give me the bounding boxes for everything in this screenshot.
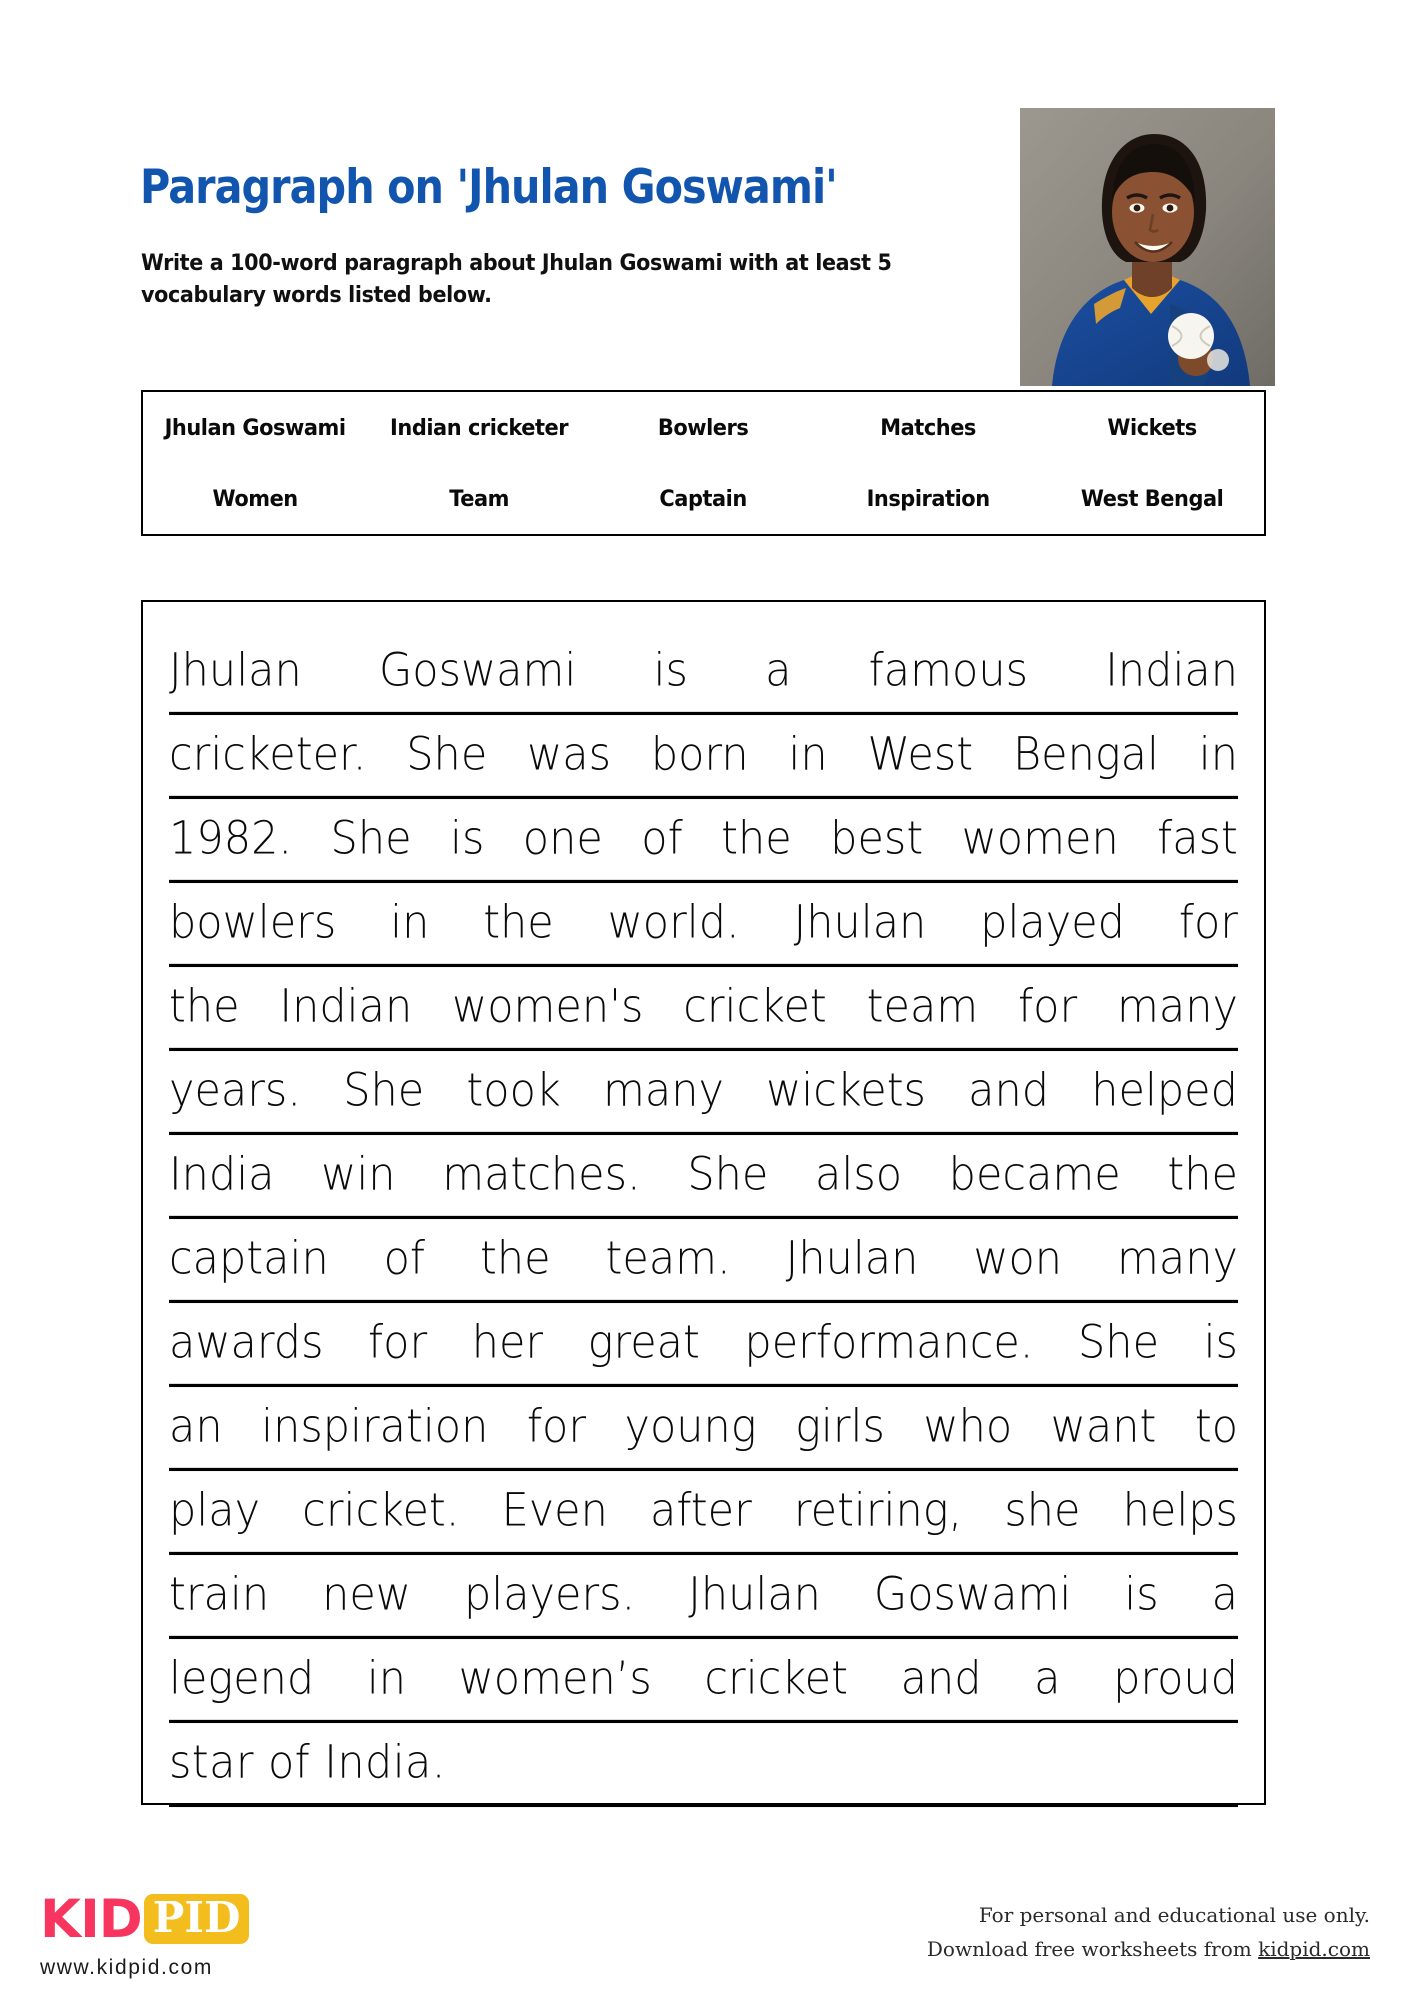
- answer-word: is: [1203, 1316, 1238, 1370]
- answer-word: won: [973, 1232, 1063, 1286]
- answer-word: in: [1198, 728, 1238, 782]
- answer-line: [169, 1130, 1238, 1219]
- answer-word: Goswami: [873, 1568, 1072, 1622]
- answer-word: proud: [1113, 1652, 1238, 1706]
- answer-word: team.: [605, 1232, 731, 1286]
- answer-word: Bengal: [1012, 728, 1159, 782]
- photo-illustration: [1020, 108, 1275, 386]
- answer-word: of: [383, 1232, 426, 1286]
- answer-line: [169, 1046, 1238, 1135]
- answer-word: Goswami: [378, 644, 577, 698]
- answer-word: a: [1034, 1652, 1061, 1706]
- usage-notice-line-1: For personal and educational use only.: [978, 1903, 1370, 1927]
- answer-word: is: [653, 644, 688, 698]
- answer-word: legend: [169, 1652, 315, 1706]
- answer-word: cricket: [683, 980, 827, 1034]
- answer-word: Jhulan: [169, 644, 302, 698]
- vocabulary-row-2: [143, 463, 1264, 534]
- answer-word: the: [480, 1232, 551, 1286]
- answer-word: She: [343, 1064, 425, 1118]
- answer-word: one: [522, 812, 603, 866]
- answer-word: awards: [169, 1316, 324, 1370]
- answer-word: a: [1211, 1568, 1238, 1622]
- answer-word: She: [687, 1148, 769, 1202]
- answer-word: took: [466, 1064, 561, 1118]
- answer-word: women: [961, 812, 1119, 866]
- answer-word: 1982.: [169, 812, 293, 866]
- answer-word: in: [366, 1652, 407, 1706]
- answer-word: and: [968, 1064, 1050, 1118]
- answer-word: She: [406, 728, 488, 782]
- answer-word: many: [1116, 1232, 1238, 1286]
- worksheet-header: [0, 0, 1414, 390]
- usage-notice: [927, 1898, 1370, 1967]
- logo-website-url: www.kidpid.com: [40, 1956, 213, 1979]
- answer-word: young: [624, 1400, 757, 1454]
- answer-writing-box[interactable]: [141, 600, 1266, 1805]
- vocabulary-word: Jhulan Goswami: [164, 414, 346, 441]
- answer-word: Jhulan: [793, 896, 927, 950]
- answer-line: [169, 794, 1238, 883]
- answer-line: [169, 1718, 1238, 1807]
- usage-notice-prefix: Download free worksheets from: [926, 1937, 1259, 1962]
- answer-word: She: [330, 812, 412, 866]
- vocabulary-word: Indian cricketer: [390, 414, 569, 441]
- answer-word: the: [721, 812, 792, 866]
- kidpid-logo[interactable]: [40, 1890, 270, 1980]
- answer-word: retiring,: [793, 1484, 963, 1538]
- vocabulary-word: Captain: [659, 485, 748, 512]
- usage-notice-line-2: [927, 1932, 1370, 1966]
- answer-word: captain: [169, 1232, 329, 1286]
- answer-word: for: [1178, 896, 1238, 950]
- answer-word: and: [900, 1652, 982, 1706]
- jhulan-goswami-photo: [1020, 108, 1275, 386]
- answer-word: cricketer.: [169, 728, 367, 782]
- answer-word: train: [169, 1568, 270, 1622]
- answer-word: She: [1078, 1316, 1160, 1370]
- answer-word: West: [867, 728, 974, 782]
- answer-word: she: [1004, 1484, 1081, 1538]
- answer-word: win: [321, 1148, 396, 1202]
- answer-word: is: [1124, 1568, 1159, 1622]
- answer-word: after: [650, 1484, 752, 1538]
- answer-word: for: [1018, 980, 1078, 1034]
- answer-word: India: [169, 1148, 275, 1202]
- vocabulary-word: West Bengal: [1080, 485, 1224, 512]
- vocabulary-word: Bowlers: [658, 414, 749, 441]
- answer-word: wickets: [766, 1064, 926, 1118]
- worksheet-footer: [0, 1830, 1414, 2000]
- answer-word: cricket.: [302, 1484, 460, 1538]
- answer-word: the: [483, 896, 554, 950]
- logo-kid-text: KID: [40, 1888, 142, 1950]
- answer-word: matches.: [442, 1148, 641, 1202]
- answer-word: inspiration: [261, 1400, 489, 1454]
- answer-line: [169, 878, 1238, 967]
- answer-word: the: [1167, 1148, 1238, 1202]
- vocabulary-word: Inspiration: [866, 485, 990, 512]
- answer-word: played: [980, 896, 1125, 950]
- vocabulary-row-1: [143, 392, 1264, 463]
- instruction-text: Write a 100-word paragraph about Jhulan Goswami with at least 5 vocabulary words listed below.: [141, 250, 892, 308]
- answer-word: in: [390, 896, 430, 950]
- answer-word: girls: [795, 1400, 885, 1454]
- answer-word: want: [1050, 1400, 1157, 1454]
- answer-word: best: [830, 812, 924, 866]
- answer-word: great: [587, 1316, 700, 1370]
- answer-word: of: [641, 812, 683, 866]
- answer-line: [169, 1298, 1238, 1387]
- answer-word: for: [526, 1400, 587, 1454]
- answer-word: also: [815, 1148, 903, 1202]
- answer-word: new: [322, 1568, 411, 1622]
- answer-word: Even: [501, 1484, 608, 1538]
- vocabulary-word: Women: [212, 485, 298, 512]
- answer-word: performance.: [744, 1316, 1034, 1370]
- answer-word: cricket: [704, 1652, 848, 1706]
- answer-line: [169, 1466, 1238, 1555]
- answer-word: years.: [169, 1064, 302, 1118]
- answer-word: play: [169, 1484, 261, 1538]
- answer-line: [169, 710, 1238, 799]
- answer-word: many: [1117, 980, 1238, 1034]
- logo-pid-badge: [144, 1894, 250, 1944]
- answer-word: her: [471, 1316, 544, 1370]
- answer-word: Jhulan: [688, 1568, 821, 1622]
- answer-word: helped: [1091, 1064, 1238, 1118]
- answer-word: star of India.: [169, 1736, 446, 1790]
- answer-line: [169, 962, 1238, 1051]
- answer-word: many: [602, 1064, 724, 1118]
- answer-word: the: [169, 980, 240, 1034]
- answer-word: Indian: [1105, 644, 1238, 698]
- answer-word: to: [1194, 1400, 1238, 1454]
- kidpid-link[interactable]: kidpid.com: [1258, 1937, 1370, 1962]
- answer-word: in: [788, 728, 828, 782]
- answer-word: a: [765, 644, 792, 698]
- answer-word: for: [368, 1316, 428, 1370]
- page-title: Paragraph on 'Jhulan Goswami': [140, 160, 837, 215]
- answer-word: famous: [868, 644, 1029, 698]
- answer-line: [169, 626, 1238, 715]
- answer-word: bowlers: [169, 896, 337, 950]
- answer-line: [169, 1214, 1238, 1303]
- vocabulary-word: Team: [449, 485, 510, 512]
- answer-word: Jhulan: [785, 1232, 919, 1286]
- answer-line: [169, 1634, 1238, 1723]
- answer-word: Indian: [279, 980, 413, 1034]
- answer-word: was: [527, 728, 612, 782]
- answer-line: [169, 1382, 1238, 1471]
- answer-word: fast: [1157, 812, 1238, 866]
- answer-word: world.: [607, 896, 740, 950]
- answer-word: who: [923, 1400, 1013, 1454]
- answer-word: women's: [452, 980, 644, 1034]
- logo-pid-text: PID: [152, 1892, 241, 1942]
- answer-line: [169, 1550, 1238, 1639]
- answer-word: born: [650, 728, 749, 782]
- answer-word: became: [948, 1148, 1121, 1202]
- answer-word: is: [450, 812, 485, 866]
- vocabulary-word: Matches: [879, 414, 976, 441]
- vocabulary-box: [141, 390, 1266, 536]
- logo-wordmark: [40, 1890, 270, 1948]
- answer-word: team: [866, 980, 979, 1034]
- answer-word: an: [169, 1400, 223, 1454]
- answer-word: helps: [1122, 1484, 1238, 1538]
- answer-word: players.: [463, 1568, 636, 1622]
- answer-word: women’s: [458, 1652, 652, 1706]
- vocabulary-word: Wickets: [1107, 414, 1197, 441]
